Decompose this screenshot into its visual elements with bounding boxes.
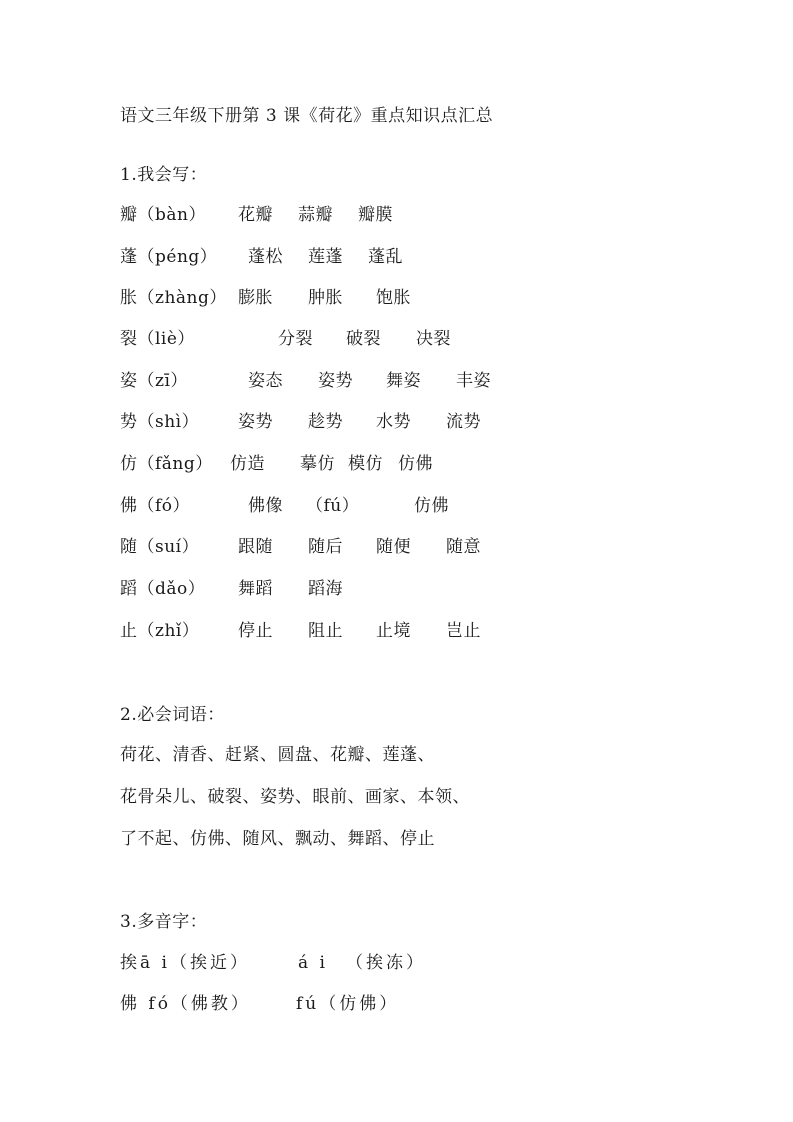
polyphone-reading: fú（仿佛） [296,994,400,1014]
vocab-word: 姿势 [238,412,273,432]
vocab-word: 趁势 [308,412,343,432]
vocab-char: 蓬（péng） [120,247,218,267]
vocab-char: 佛（fó） [120,496,191,516]
vocab-word: 跟随 [238,537,273,557]
section-1-heading: 1.我会写： [120,165,208,185]
vocab-word: 决裂 [416,329,451,349]
vocab-word: 蓬松 [248,247,283,267]
polyphone-reading: 挨ā i（挨近） [120,953,250,973]
vocab-word: 蒜瓣 [298,205,333,225]
vocab-word: 蹈海 [308,579,343,599]
section-3-heading: 3.多音字： [120,912,208,932]
vocab-char: 胀（zhàng） [120,288,227,308]
vocab-word: 分裂 [278,329,313,349]
vocab-word: 瓣膜 [358,205,393,225]
vocab-word: 停止 [238,621,273,641]
vocab-char: 裂（liè） [120,329,195,349]
vocab-word: 姿势 [318,371,353,391]
vocab-word: 仿佛 [414,496,449,516]
vocab-word: 丰姿 [456,371,491,391]
vocab-word: 佛像 [248,496,283,516]
polyphone-reading: á i [298,953,328,973]
vocab-char: 瓣（bàn） [120,205,206,225]
vocab-word: 舞蹈 [238,579,273,599]
vocab-word: 流势 [446,412,481,432]
vocab-word: 水势 [376,412,411,432]
page-title: 语文三年级下册第 3 课《荷花》重点知识点汇总 [120,106,494,126]
vocab-word: 模仿 [348,454,383,474]
vocab-char: 势（shì） [120,412,200,432]
vocab-word: 舞姿 [386,371,421,391]
word-list-line: 荷花、清香、赶紧、圆盘、花瓣、莲蓬、 [120,745,435,765]
vocab-char: 姿（zī） [120,371,188,391]
vocab-word: 肿胀 [308,288,343,308]
vocab-word: 随便 [376,537,411,557]
vocab-word: 膨胀 [238,288,273,308]
word-list-line: 花骨朵儿、破裂、姿势、眼前、画家、本领、 [120,787,470,807]
vocab-word: 随后 [308,537,343,557]
vocab-word: （fú） [306,496,360,516]
vocab-word: 花瓣 [238,205,273,225]
vocab-word: 仿造 [230,454,265,474]
polyphone-reading: 佛 fó（佛教） [120,994,251,1014]
vocab-word: 摹仿 [300,454,335,474]
polyphone-example: （挨冻） [346,953,426,973]
vocab-word: 饱胀 [376,288,411,308]
vocab-word: 姿态 [248,371,283,391]
vocab-char: 随（suí） [120,537,200,557]
vocab-word: 阻止 [308,621,343,641]
polyphone-row [120,993,400,1081]
vocab-word: 岂止 [446,621,481,641]
vocab-word: 随意 [446,537,481,557]
vocab-word: 莲蓬 [308,247,343,267]
vocab-char: 仿（fǎng） [120,454,213,474]
section-2-heading: 2.必会词语： [120,705,225,725]
vocab-char: 止（zhǐ） [120,621,200,641]
vocab-word: 止境 [376,621,411,641]
word-list-line: 了不起、仿佛、随风、飘动、舞蹈、停止 [120,829,435,849]
vocab-word: 仿佛 [398,454,433,474]
vocab-word: 破裂 [346,329,381,349]
vocab-word: 蓬乱 [368,247,403,267]
vocab-char: 蹈（dǎo） [120,579,206,599]
